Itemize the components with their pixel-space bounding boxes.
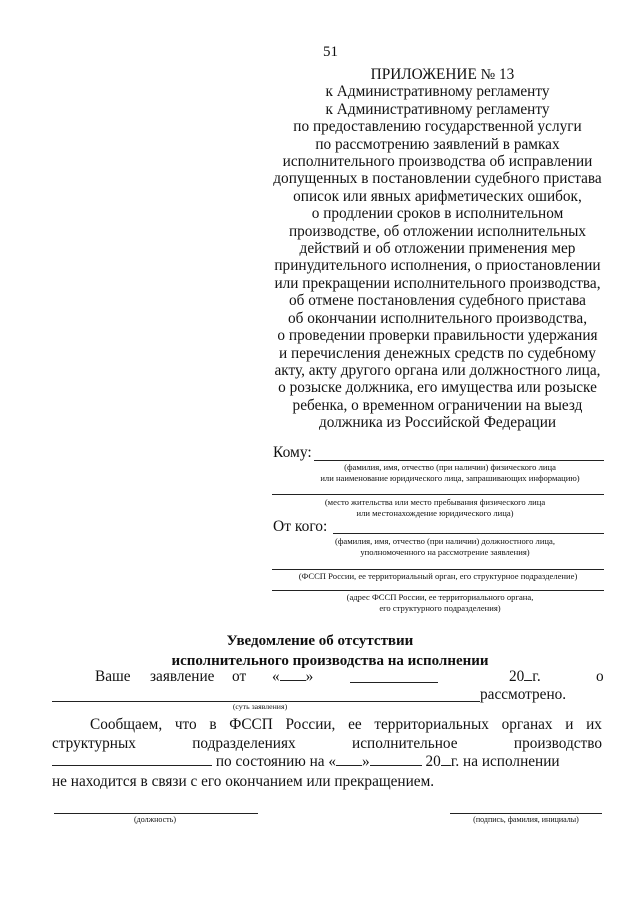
quote-close: » (305, 668, 314, 685)
day-blank[interactable] (280, 668, 306, 681)
proceeding-blank[interactable] (52, 753, 212, 766)
appendix-line: ребенка, о временном ограничении на выезд (292, 396, 583, 414)
from-label: От кого: (273, 518, 328, 535)
appendix-line: об отмене постановления судебного пристава (289, 292, 586, 310)
notice-title-line-2: исполнительного производства на исполнении (171, 653, 489, 669)
quote-open: « (272, 668, 280, 685)
to-hint-line-2: или наименование юридического лица, запрашивающих информацию) (320, 472, 580, 483)
appendix-line: принудительного исполнения, о приостановлении (274, 257, 601, 275)
date-day-field[interactable] (272, 668, 313, 686)
year-suffix: г. (532, 668, 541, 685)
to-label: Кому: (273, 444, 312, 461)
appendix-line: описок или явных арифметических ошибок, (293, 187, 582, 205)
reviewed-text: рассмотрено. (480, 686, 567, 703)
appendix-line: исполнительного производства об исправлении (282, 153, 593, 171)
from-hint-line-1: (фамилия, имя, отчество (при наличии) должностного лица, (335, 536, 555, 546)
signature-field-line[interactable] (450, 813, 602, 814)
position-field-line[interactable] (54, 813, 258, 814)
appendix-line: должника из Российской Федерации (318, 414, 557, 432)
appendix-line: акту, акту другого органа или должностного лица, (274, 361, 601, 379)
year-prefix: 20 (509, 668, 525, 685)
appendix-line: действий и об отложении применения мер (299, 240, 576, 258)
address-hint-line-2: или местонахождение юридического лица) (356, 507, 514, 518)
paragraph-word: что (174, 716, 197, 733)
paragraph-word: подразделениях (192, 735, 296, 752)
word-o: о (596, 668, 604, 685)
word-zayavlenie: заявление (150, 668, 215, 685)
from-field-line[interactable] (333, 533, 604, 534)
appendix-line: о розыске должника, его имущества или розыске (278, 379, 597, 397)
org-address-hint-line-1: (адрес ФССП России, ее территориального органа, (346, 592, 534, 602)
address-hint (280, 497, 590, 518)
paragraph-line-1 (90, 716, 602, 734)
word-vashe: Ваше (95, 668, 131, 685)
appendix-line: или прекращении исполнительного производства, (274, 274, 601, 292)
as-of-year-blank[interactable] (441, 753, 451, 766)
paragraph-word: и (565, 716, 574, 733)
paragraph-word: исполнительное (352, 735, 458, 752)
address-hint-line-1: (место жительства или место пребывания физического лица (324, 497, 546, 507)
date-month-field[interactable] (350, 682, 438, 683)
paragraph-word: органах (501, 716, 553, 733)
appendix-line: к Административному регламенту (325, 83, 550, 101)
as-of-year-prefix: 20 (425, 753, 441, 770)
date-year-field[interactable] (509, 668, 541, 686)
word-ot: от (232, 668, 247, 685)
paragraph-word: ФССП (229, 716, 273, 733)
page-number: 51 (323, 44, 338, 60)
notice-title-line-1: Уведомление об отсутствии (226, 633, 414, 649)
appendix-line: об окончании исполнительного производства, (287, 309, 588, 327)
paragraph-word: в (209, 716, 217, 733)
as-of-month-blank[interactable] (370, 753, 422, 766)
essence-hint: (суть заявления) (232, 702, 288, 711)
as-of-quote-close: » (362, 753, 370, 770)
paragraph-line-4: не находится в связи с его окончанием или прекращением. (52, 773, 435, 790)
on-execution-text: г. на исполнении (450, 753, 560, 770)
appendix-line: о продлении сроков в исполнительном (311, 205, 564, 223)
org-hint: (ФССП России, ее территориальный орган, его структурное подразделение) (298, 571, 578, 581)
appendix-line: по рассмотрению заявлений в рамках (315, 135, 560, 153)
as-of-day-blank[interactable] (336, 753, 362, 766)
to-hint (300, 462, 600, 483)
appendix-line: производстве, об отложении исполнительных (288, 222, 587, 240)
appendix-line: допущенных в постановлении судебного пристава (273, 170, 602, 188)
from-hint (290, 536, 600, 557)
position-hint: (должность) (134, 815, 176, 824)
as-of-text: по состоянию на « (215, 753, 337, 770)
signature-hint: (подпись, фамилия, инициалы) (473, 815, 579, 824)
paragraph-word: России, (285, 716, 336, 733)
paragraph-word: производство (513, 735, 602, 752)
appendix-line: к Административному регламенту (325, 100, 550, 118)
address-field-line[interactable] (272, 494, 604, 495)
appendix-header (265, 66, 610, 432)
to-hint-line-1: (фамилия, имя, отчество (при наличии) физического лица (344, 462, 556, 472)
to-field-line[interactable] (314, 460, 604, 461)
paragraph-word: их (586, 716, 602, 733)
paragraph-line-2 (52, 735, 602, 753)
paragraph-word: территориальных (374, 716, 489, 733)
appendix-line: по предоставлению государственной услуги (293, 118, 582, 136)
appendix-title: ПРИЛОЖЕНИЕ № 13 (370, 66, 515, 83)
org-address-hint (280, 592, 600, 613)
paragraph-word: ее (348, 716, 362, 733)
org-field-line[interactable] (272, 569, 604, 570)
paragraph-word: Сообщаем, (90, 716, 163, 733)
paragraph-line-3 (52, 753, 612, 771)
notice-title (40, 631, 600, 671)
paragraph-word: структурных (52, 735, 136, 752)
from-hint-line-2: уполномоченного на рассмотрение заявления) (360, 546, 530, 557)
appendix-line: о проведении проверки правильности удержания (277, 327, 598, 345)
appendix-line: и перечисления денежных средств по судебному (279, 344, 596, 362)
appendix-subtitle (265, 83, 610, 431)
org-address-field-line[interactable] (272, 590, 604, 591)
org-address-hint-line-2: его структурного подразделения) (379, 602, 501, 613)
